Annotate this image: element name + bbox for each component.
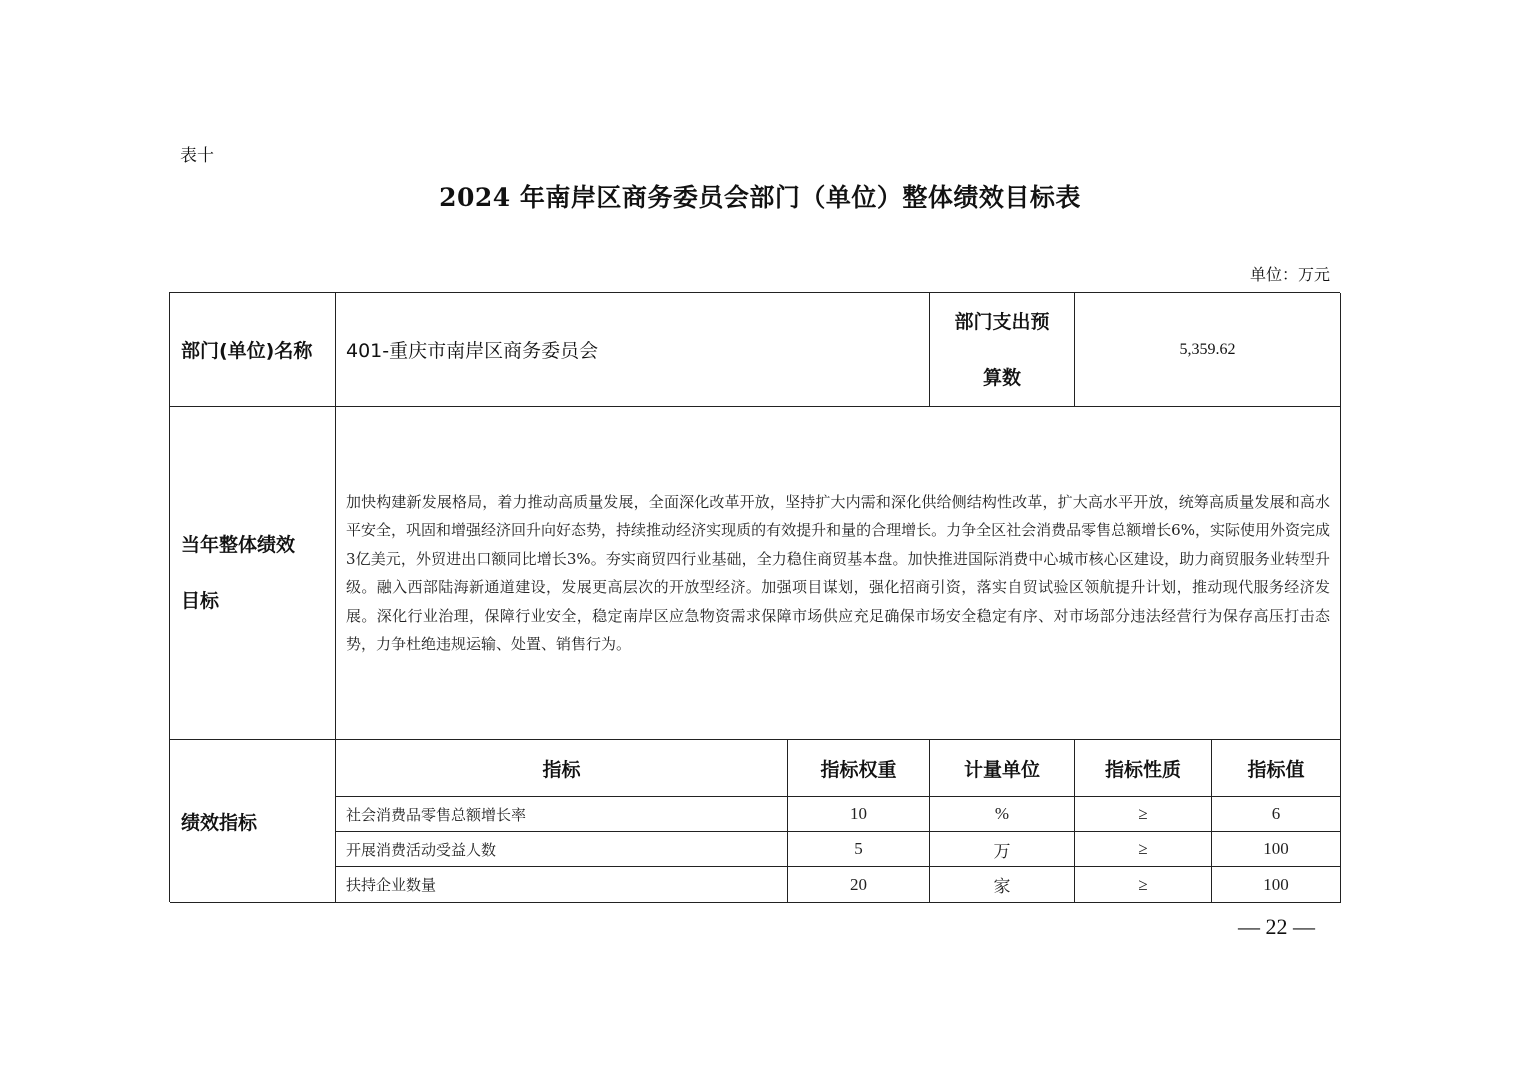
table-row-value: 100 <box>1212 832 1341 867</box>
document-title: 2024 年南岸区商务委员会部门（单位）整体绩效目标表 <box>439 183 1081 212</box>
table-row-value: 100 <box>1212 867 1341 903</box>
budget-label-line2: 算数 <box>982 366 1021 389</box>
goal-text: 加快构建新发展格局，着力推动高质量发展，全面深化改革开放，坚持扩大内需和深化供给侧结构性改革，扩大高水平开放，统筹高质量发展和高水平安全，巩固和增强经济回升向好态势，持续推动经济实现质的有效提升和量的合理增长。力争全区社会消费品零售总额增长6%，实际使用外资完成3亿美元，外贸进出口额同比增长3%。夯实商贸四行业基础，全力稳住商贸基本盘。加快推进国际消费中心城市核心区建设，助力商贸服务业转型升级。融入西部陆海新通道建设，发展更高层次的开放型经济。加强项目谋划，强化招商引资，落实自贸试验区领航提升计划，推动现代服务经济发展。深化行业治理，保障行业安全，稳定南岸区应急物资需求保障市场供应充足确保市场安全稳定有序、对市场部分违法经营行为保存高压打击态势，力争杜绝违规运输、处置、销售行为。 <box>346 492 1330 653</box>
dept-name-value: 401-重庆市南岸区商务委员会 <box>336 293 930 407</box>
goal-label-line2: 目标 <box>181 590 220 612</box>
col-header-weight: 指标权重 <box>788 740 930 797</box>
table-row-unit: 家 <box>930 867 1075 903</box>
col-header-indicator: 指标 <box>336 740 788 797</box>
goal-text-cell <box>336 407 1341 740</box>
table-row-name: 开展消费活动受益人数 <box>336 832 788 867</box>
col-header-value: 指标值 <box>1212 740 1341 797</box>
dept-name-label: 部门(单位)名称 <box>170 293 336 407</box>
goal-label-line1: 当年整体绩效 <box>181 534 296 556</box>
unit-note: 单位：万元 <box>1249 265 1330 284</box>
table-row-weight: 20 <box>788 867 930 903</box>
budget-value: 5,359.62 <box>1075 293 1341 407</box>
col-header-nature: 指标性质 <box>1075 740 1212 797</box>
table-row-name: 社会消费品零售总额增长率 <box>336 797 788 832</box>
table-row-nature: ≥ <box>1075 867 1212 903</box>
table-label: 表十 <box>180 146 214 166</box>
table-row-weight: 5 <box>788 832 930 867</box>
goal-label <box>170 407 336 740</box>
budget-label <box>930 293 1075 407</box>
table-row-value: 6 <box>1212 797 1341 832</box>
page-number: — 22 — <box>1238 914 1315 939</box>
table-row-weight: 10 <box>788 797 930 832</box>
table-row-unit: % <box>930 797 1075 832</box>
table-row-unit: 万 <box>930 832 1075 867</box>
indicators-section-label: 绩效指标 <box>170 740 336 903</box>
table-row-nature: ≥ <box>1075 832 1212 867</box>
table-row-name: 扶持企业数量 <box>336 867 788 903</box>
performance-target-table <box>169 292 1340 902</box>
table-row-nature: ≥ <box>1075 797 1212 832</box>
col-header-unit: 计量单位 <box>930 740 1075 797</box>
budget-label-line1: 部门支出预 <box>954 310 1050 333</box>
